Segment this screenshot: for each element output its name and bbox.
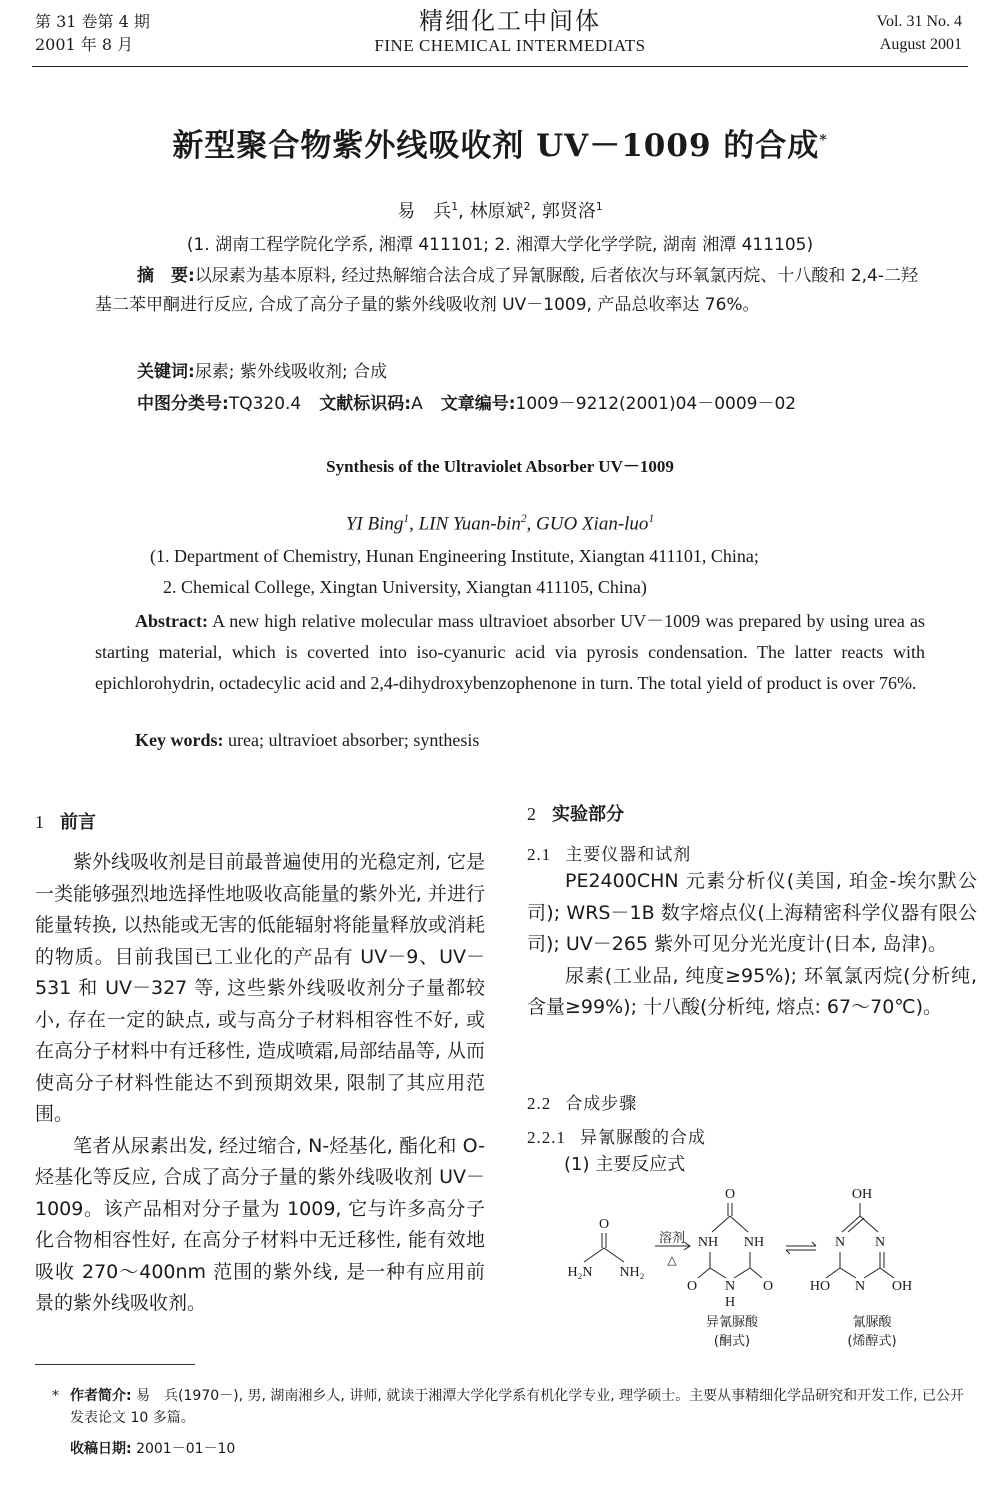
abstract-en <box>95 606 925 699</box>
date-cn: 2001 年 8 月 <box>35 35 134 54</box>
author-footnote <box>52 1385 975 1429</box>
urea-cn-bond <box>604 1248 624 1262</box>
author-name: 林原斌 <box>469 201 524 222</box>
received-date <box>70 1438 235 1458</box>
author-name: 易 兵 <box>397 201 452 222</box>
urea-oxygen: O <box>598 1217 610 1232</box>
section-1-paragraph: 笔者从尿素出发, 经过缩合, N-烃基化, 酯化和 O-烃基化等反应, 合成了高分子量的紫外线吸收剂 UV－1009。该产品相对分子量为 1009, 它与许多高分子化合物相容性好, 在高分子材料中无迁移性, 能有效地吸收 270～400nm 范围的紫外线, 是一种有应用前景的紫外线吸收剂。 <box>35 1134 485 1314</box>
urea-cn-bond <box>584 1248 604 1262</box>
footnote-text: 易 兵(1970－), 男, 湖南湘乡人, 讲师, 就读于湘潭大学化学系有机化学专业, 理学硕士。主要从事精细化学品研究和开发工作, 已公开发表论文 10 多篇。 <box>70 1388 965 1426</box>
subsection-2-2-heading <box>527 1089 637 1114</box>
article-no-label: 文章编号: <box>440 394 516 414</box>
author-name-en: LIN Yuan-bin <box>418 513 521 535</box>
section-1-body <box>35 847 485 1320</box>
subsection-2-2-number: 2.2 <box>527 1094 552 1113</box>
subsection-2-2-1-number: 2.2.1 <box>527 1128 566 1147</box>
affiliation-en-1: (1. Department of Chemistry, Hunan Engineering Institute, Xiangtan 411101, China; <box>150 546 759 566</box>
date-en: August 2001 <box>879 36 962 53</box>
arrow-heat: △ <box>667 1253 677 1267</box>
subsection-2-1-paragraph: PE2400CHN 元素分析仪(美国, 珀金-埃尔默公司); WRS－1B 数字熔点仪(上海精密科学仪器有限公司); UV－265 紫外可见分光光度计(日本, 岛津)。 <box>527 870 977 955</box>
section-1-number: 1 <box>35 812 44 832</box>
urea-amine-left: H₂N <box>567 1265 593 1280</box>
keto-form-label: (酮式) <box>713 1334 751 1349</box>
author-sup-en: 1 <box>403 513 410 525</box>
keto-ring-bond <box>712 1216 730 1232</box>
author-sup: 2 <box>523 200 531 213</box>
section-2-heading <box>527 800 624 826</box>
subsection-2-1-paragraph: 尿素(工业品, 纯度≥95%); 环氧氯丙烷(分析纯, 含量≥99%); 十八酸(分析纯, 熔点: 67～70℃)。 <box>527 964 977 1018</box>
section-1-paragraph: 紫外线吸收剂是目前最普遍使用的光稳定剂, 它是一类能够强烈地选择性地吸收高能量的紫外光, 并进行能量转换, 以热能或无害的低能辐射将能量释放或消耗的物质。目前我国已工业化的产品有 UV－9、UV－531 和 UV－327 等, 这些紫外线吸收剂分子量都较小, 存在一定的缺点, 或与高分子材料相容性不好, 或在高分子材料中有迁移性, 造成喷霜,局部结晶等, 从而使高分子材料性能达不到预期效果, 限制了其应用范围。 <box>35 851 485 1125</box>
paper-title <box>60 120 940 165</box>
clc-label: 中图分类号: <box>137 394 229 414</box>
enol-ring-bond <box>840 1268 856 1278</box>
enol-form-label: (烯醇式) <box>847 1334 897 1349</box>
keto-nh-right: NH <box>743 1235 765 1250</box>
keywords-cn-label: 关键词: <box>137 362 195 382</box>
authors-en: YI Bing$^1$, LIN Yuan-bin$^2$, GUO Xian-luo$^1$ <box>345 513 655 535</box>
keywords-en-label: Key words: <box>135 730 224 750</box>
enol-ring-bond <box>864 1268 880 1278</box>
keto-ring-bond <box>710 1268 726 1278</box>
keywords-en-text: urea; ultravioet absorber; synthesis <box>228 730 480 750</box>
enol-bottom-left-hydroxyl: HO <box>809 1279 831 1294</box>
keto-name: 异氰脲酸 <box>705 1315 759 1330</box>
enol-ring-bond <box>860 1216 878 1232</box>
subsection-2-2-1-title: 异氰脲酸的合成 <box>580 1128 706 1148</box>
volume-issue-en: Vol. 31 No. 4 <box>876 13 962 30</box>
subsection-2-2-title: 合成步骤 <box>565 1094 638 1114</box>
keto-bottom-nitrogen: N <box>724 1279 736 1294</box>
enol-n-right: N <box>874 1235 886 1250</box>
enol-n-left: N <box>834 1235 846 1250</box>
urea-amine-right: NH₂ <box>619 1265 645 1280</box>
equilibrium-arrowhead <box>812 1242 816 1246</box>
author-name-en: GUO Xian-luo <box>536 513 649 535</box>
subsection-2-1-body <box>527 866 977 1024</box>
enol-bottom-nitrogen: N <box>854 1279 866 1294</box>
enol-name: 氰脲酸 <box>852 1315 892 1330</box>
keto-bottom-left-oxygen: O <box>686 1279 698 1294</box>
keywords-cn-text: 尿素; 紫外线吸收剂; 合成 <box>194 362 388 382</box>
author-sup-en: 2 <box>520 513 527 525</box>
enol-bottom-right-hydroxyl: OH <box>891 1279 913 1294</box>
header-divider <box>32 66 968 67</box>
keywords-cn <box>137 357 387 382</box>
keto-co-bond <box>750 1268 762 1278</box>
journal-header <box>300 6 720 56</box>
footnote-label: 作者简介: <box>70 1388 132 1404</box>
subsection-2-1-heading <box>527 840 691 865</box>
keto-ring-bond <box>730 1216 748 1232</box>
author-sup: 1 <box>595 200 603 213</box>
equilibrium-arrowhead <box>786 1250 790 1254</box>
doc-code-value: A <box>411 394 423 414</box>
abstract-cn-text: 以尿素为基本原料, 经过热解缩合法合成了异氰脲酸, 后者依次与环氧氯丙烷、十八酸和 2,4-二羟基二苯甲酮进行反应, 合成了高分子量的紫外线吸收剂 UV－1009, 产品总收率达 76%。 <box>95 266 918 315</box>
received-label: 收稿日期: <box>70 1441 132 1457</box>
header-volume-cn <box>35 10 150 56</box>
author-sup: 1 <box>451 200 459 213</box>
enol-co-bond <box>880 1268 894 1278</box>
doc-code-label: 文献标识码: <box>319 394 412 414</box>
volume-issue-cn: 第 31 卷第 4 期 <box>35 12 150 31</box>
author-name-en: YI Bing <box>345 513 404 535</box>
reaction-scheme <box>560 1180 970 1355</box>
clc-value: TQ320.4 <box>228 394 302 414</box>
section-1-heading <box>35 808 96 834</box>
section-1-title: 前言 <box>60 812 96 833</box>
header-volume-en <box>877 10 963 56</box>
enol-co-bond <box>826 1268 840 1278</box>
reaction-label: (1) 主要反应式 <box>564 1154 686 1175</box>
article-no-value: 1009－9212(2001)04－0009－02 <box>515 394 797 414</box>
keto-bottom-hydrogen: H <box>724 1295 736 1310</box>
subsection-2-1-number: 2.1 <box>527 845 552 864</box>
affiliation-cn: (1. 湖南工程学院化学系, 湘潭 411101; 2. 湘潭大学化学学院, 湖南 湘潭 411105) <box>186 235 814 255</box>
keto-nh-left: NH <box>697 1235 719 1250</box>
paper-title-en: Synthesis of the Ultraviolet Absorber UV－1009 <box>326 457 674 476</box>
section-2-title: 实验部分 <box>552 804 624 825</box>
title-footnote-mark: * <box>819 132 828 149</box>
author-name: 郭贤洛 <box>541 201 596 222</box>
received-value: 2001－01－10 <box>136 1441 236 1457</box>
keto-bottom-right-oxygen: O <box>762 1279 774 1294</box>
arrow-reagent: 溶剂 <box>658 1231 686 1246</box>
author-sup-en: 1 <box>648 513 655 525</box>
subsection-2-1-title: 主要仪器和试剂 <box>565 845 692 865</box>
journal-name-en: FINE CHEMICAL INTERMEDIATS <box>374 36 646 55</box>
enol-top-hydroxyl: OH <box>851 1187 873 1202</box>
affiliation-en-2: 2. Chemical College, Xingtan University, Xiangtan 411105, China) <box>163 577 647 597</box>
abstract-en-label: Abstract: <box>135 611 208 631</box>
abstract-cn <box>95 262 925 320</box>
abstract-en-text: A new high relative molecular mass ultravioet absorber UV－1009 was prepared by using urea as starting material, which is coverted into iso-cyanuric acid via pyrosis condensation. The latter reacts with epichlorohydrin, octadecylic acid and 2,4-dihydroxybenzophenone in turn. The total yield of product is over 76%. <box>95 611 925 693</box>
keto-ring-bond <box>734 1268 750 1278</box>
abstract-cn-label: 摘 要: <box>137 266 195 286</box>
keywords-en <box>135 730 479 751</box>
keto-top-oxygen: O <box>724 1187 736 1202</box>
subsection-2-2-1-heading <box>527 1123 706 1148</box>
classification-line <box>137 389 796 414</box>
authors-cn: 易 兵$^1$, 林原斌$^2$, 郭贤洛$^1$ <box>397 200 603 222</box>
section-2-number: 2 <box>527 804 536 824</box>
keto-co-bond <box>698 1268 710 1278</box>
footnote-mark: * <box>52 1388 59 1404</box>
journal-name-cn: 精细化工中间体 <box>419 7 601 35</box>
footnote-divider <box>35 1364 195 1365</box>
title-text: 新型聚合物紫外线吸收剂 UV－1009 的合成 <box>172 128 820 164</box>
